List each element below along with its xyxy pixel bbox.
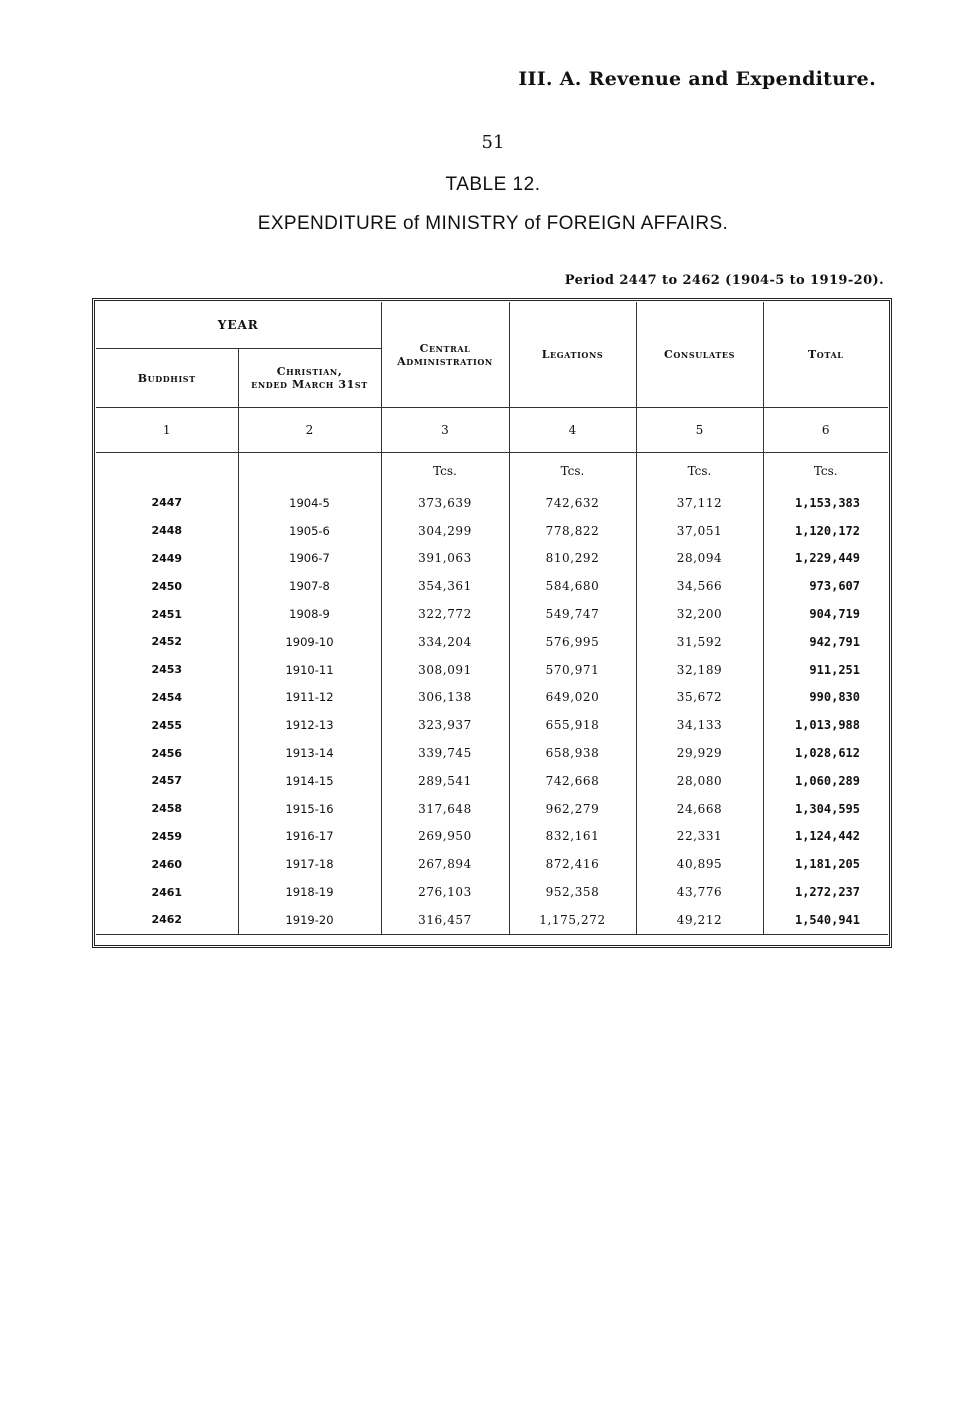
header-consulates: Consulates xyxy=(636,302,763,408)
cell-legations: 832,161 xyxy=(509,823,636,851)
cell-legations: 576,995 xyxy=(509,628,636,656)
cell-consulates: 49,212 xyxy=(636,906,763,934)
cell-consulates: 24,668 xyxy=(636,795,763,823)
cell-legations: 549,747 xyxy=(509,600,636,628)
cell-central: 276,103 xyxy=(381,878,509,906)
cell-legations: 570,971 xyxy=(509,656,636,684)
table-row xyxy=(96,545,888,573)
cell-total: 911,251 xyxy=(763,656,888,684)
cell-buddhist: 2447 xyxy=(151,496,183,510)
cell-total: 1,153,383 xyxy=(763,489,888,517)
cell-christian: 1912-13 xyxy=(238,711,381,739)
table-title: EXPENDITURE of MINISTRY of FOREIGN AFFAIRS. xyxy=(257,213,729,234)
cell-christian: 1906-7 xyxy=(238,545,381,573)
cell-total: 1,013,988 xyxy=(763,711,888,739)
cell-christian: 1918-19 xyxy=(238,878,381,906)
cell-central: 323,937 xyxy=(381,711,509,739)
cell-legations: 584,680 xyxy=(509,572,636,600)
cell-consulates: 28,094 xyxy=(636,545,763,573)
cell-legations: 742,668 xyxy=(509,767,636,795)
column-number: 1 xyxy=(96,408,238,453)
cell-christian: 1916-17 xyxy=(238,823,381,851)
cell-total: 973,607 xyxy=(763,572,888,600)
table-row xyxy=(96,572,888,600)
cell-total: 1,304,595 xyxy=(763,795,888,823)
cell-total: 1,540,941 xyxy=(763,906,888,934)
header-total: Total xyxy=(763,302,888,408)
cell-central: 316,457 xyxy=(381,906,509,934)
cell-christian: 1910-11 xyxy=(238,656,381,684)
cell-consulates: 29,929 xyxy=(636,739,763,767)
cell-total: 1,272,237 xyxy=(763,878,888,906)
cell-legations: 658,938 xyxy=(509,739,636,767)
cell-central: 322,772 xyxy=(381,600,509,628)
cell-buddhist: 2450 xyxy=(151,579,183,593)
cell-central: 306,138 xyxy=(381,684,509,712)
cell-buddhist: 2460 xyxy=(151,857,183,871)
cell-legations: 742,632 xyxy=(509,489,636,517)
cell-christian: 1915-16 xyxy=(238,795,381,823)
table-row xyxy=(96,656,888,684)
cell-central: 334,204 xyxy=(381,628,509,656)
cell-total: 990,830 xyxy=(763,684,888,712)
cell-central: 354,361 xyxy=(381,572,509,600)
cell-legations: 649,020 xyxy=(509,684,636,712)
cell-legations: 1,175,272 xyxy=(509,906,636,934)
cell-total: 1,229,449 xyxy=(763,545,888,573)
cell-buddhist: 2451 xyxy=(151,607,183,621)
cell-total: 1,124,442 xyxy=(763,823,888,851)
page-number: 51 xyxy=(481,132,505,153)
cell-buddhist: 2454 xyxy=(151,690,183,704)
cell-buddhist: 2448 xyxy=(151,524,183,538)
cell-legations: 655,918 xyxy=(509,711,636,739)
cell-consulates: 32,189 xyxy=(636,656,763,684)
unit-label: Tcs. xyxy=(381,453,509,490)
cell-buddhist: 2456 xyxy=(151,746,183,760)
header-christian-line1: Christian, xyxy=(276,365,343,378)
cell-total: 1,181,205 xyxy=(763,850,888,878)
cell-central: 267,894 xyxy=(381,850,509,878)
cell-central: 391,063 xyxy=(381,545,509,573)
table-row xyxy=(96,767,888,795)
cell-consulates: 35,672 xyxy=(636,684,763,712)
unit-label: Tcs. xyxy=(763,453,888,490)
cell-consulates: 34,133 xyxy=(636,711,763,739)
cell-legations: 962,279 xyxy=(509,795,636,823)
table-row xyxy=(96,795,888,823)
header-buddhist: Buddhist xyxy=(137,371,196,385)
table-row xyxy=(96,684,888,712)
column-number: 6 xyxy=(763,408,888,453)
cell-christian: 1908-9 xyxy=(238,600,381,628)
cell-central: 339,745 xyxy=(381,739,509,767)
table-label: TABLE 12. xyxy=(445,174,541,195)
cell-buddhist: 2461 xyxy=(151,885,183,899)
unit-label: Tcs. xyxy=(509,453,636,490)
cell-legations: 810,292 xyxy=(509,545,636,573)
column-number: 4 xyxy=(509,408,636,453)
cell-legations: 778,822 xyxy=(509,517,636,545)
cell-christian: 1907-8 xyxy=(238,572,381,600)
cell-christian: 1917-18 xyxy=(238,850,381,878)
table-row xyxy=(96,823,888,851)
cell-buddhist: 2453 xyxy=(151,663,183,677)
cell-christian: 1911-12 xyxy=(238,684,381,712)
cell-buddhist: 2452 xyxy=(151,635,183,649)
cell-buddhist: 2455 xyxy=(151,718,183,732)
cell-buddhist: 2458 xyxy=(151,802,183,816)
cell-consulates: 43,776 xyxy=(636,878,763,906)
cell-christian: 1914-15 xyxy=(238,767,381,795)
column-number: 2 xyxy=(238,408,381,453)
cell-buddhist: 2457 xyxy=(151,774,183,788)
cell-buddhist: 2459 xyxy=(151,829,183,843)
cell-consulates: 31,592 xyxy=(636,628,763,656)
cell-total: 1,120,172 xyxy=(763,517,888,545)
table-row xyxy=(96,600,888,628)
cell-central: 269,950 xyxy=(381,823,509,851)
table-row xyxy=(96,739,888,767)
year-group-header: YEAR xyxy=(96,302,381,349)
cell-total: 904,719 xyxy=(763,600,888,628)
period-note: Period 2447 to 2462 (1904-5 to 1919-20). xyxy=(564,273,884,288)
cell-christian: 1919-20 xyxy=(238,906,381,934)
header-christian xyxy=(238,349,381,408)
table-row xyxy=(96,628,888,656)
cell-total: 942,791 xyxy=(763,628,888,656)
unit-label: Tcs. xyxy=(636,453,763,490)
cell-central: 308,091 xyxy=(381,656,509,684)
cell-consulates: 22,331 xyxy=(636,823,763,851)
table-row xyxy=(96,878,888,906)
table-row xyxy=(96,850,888,878)
column-number: 3 xyxy=(381,408,509,453)
cell-consulates: 37,112 xyxy=(636,489,763,517)
cell-consulates: 34,566 xyxy=(636,572,763,600)
cell-consulates: 40,895 xyxy=(636,850,763,878)
header-central-line2: Administration xyxy=(397,354,493,368)
table-row xyxy=(96,517,888,545)
cell-central: 373,639 xyxy=(381,489,509,517)
cell-consulates: 28,080 xyxy=(636,767,763,795)
cell-christian: 1909-10 xyxy=(238,628,381,656)
table-body xyxy=(96,408,888,935)
header-central-line1: Central xyxy=(419,341,471,355)
cell-central: 317,648 xyxy=(381,795,509,823)
running-head: III. A. Revenue and Expenditure. xyxy=(518,68,876,90)
cell-christian: 1904-5 xyxy=(238,489,381,517)
cell-buddhist: 2462 xyxy=(96,906,238,934)
header-legations: Legations xyxy=(509,302,636,408)
column-number-row xyxy=(96,408,888,453)
expenditure-table xyxy=(96,302,888,935)
table-row xyxy=(96,906,888,934)
table-row xyxy=(96,711,888,739)
header-christian-line2: ended March 31st xyxy=(251,378,368,391)
column-number: 5 xyxy=(636,408,763,453)
cell-consulates: 32,200 xyxy=(636,600,763,628)
cell-buddhist: 2449 xyxy=(151,551,183,565)
cell-christian: 1905-6 xyxy=(238,517,381,545)
cell-consulates: 37,051 xyxy=(636,517,763,545)
cell-total: 1,028,612 xyxy=(763,739,888,767)
unit-row xyxy=(96,453,888,490)
cell-legations: 952,358 xyxy=(509,878,636,906)
table-row xyxy=(96,489,888,517)
header-central-administration xyxy=(381,302,509,408)
cell-total: 1,060,289 xyxy=(763,767,888,795)
cell-legations: 872,416 xyxy=(509,850,636,878)
cell-christian: 1913-14 xyxy=(238,739,381,767)
cell-central: 304,299 xyxy=(381,517,509,545)
cell-central: 289,541 xyxy=(381,767,509,795)
